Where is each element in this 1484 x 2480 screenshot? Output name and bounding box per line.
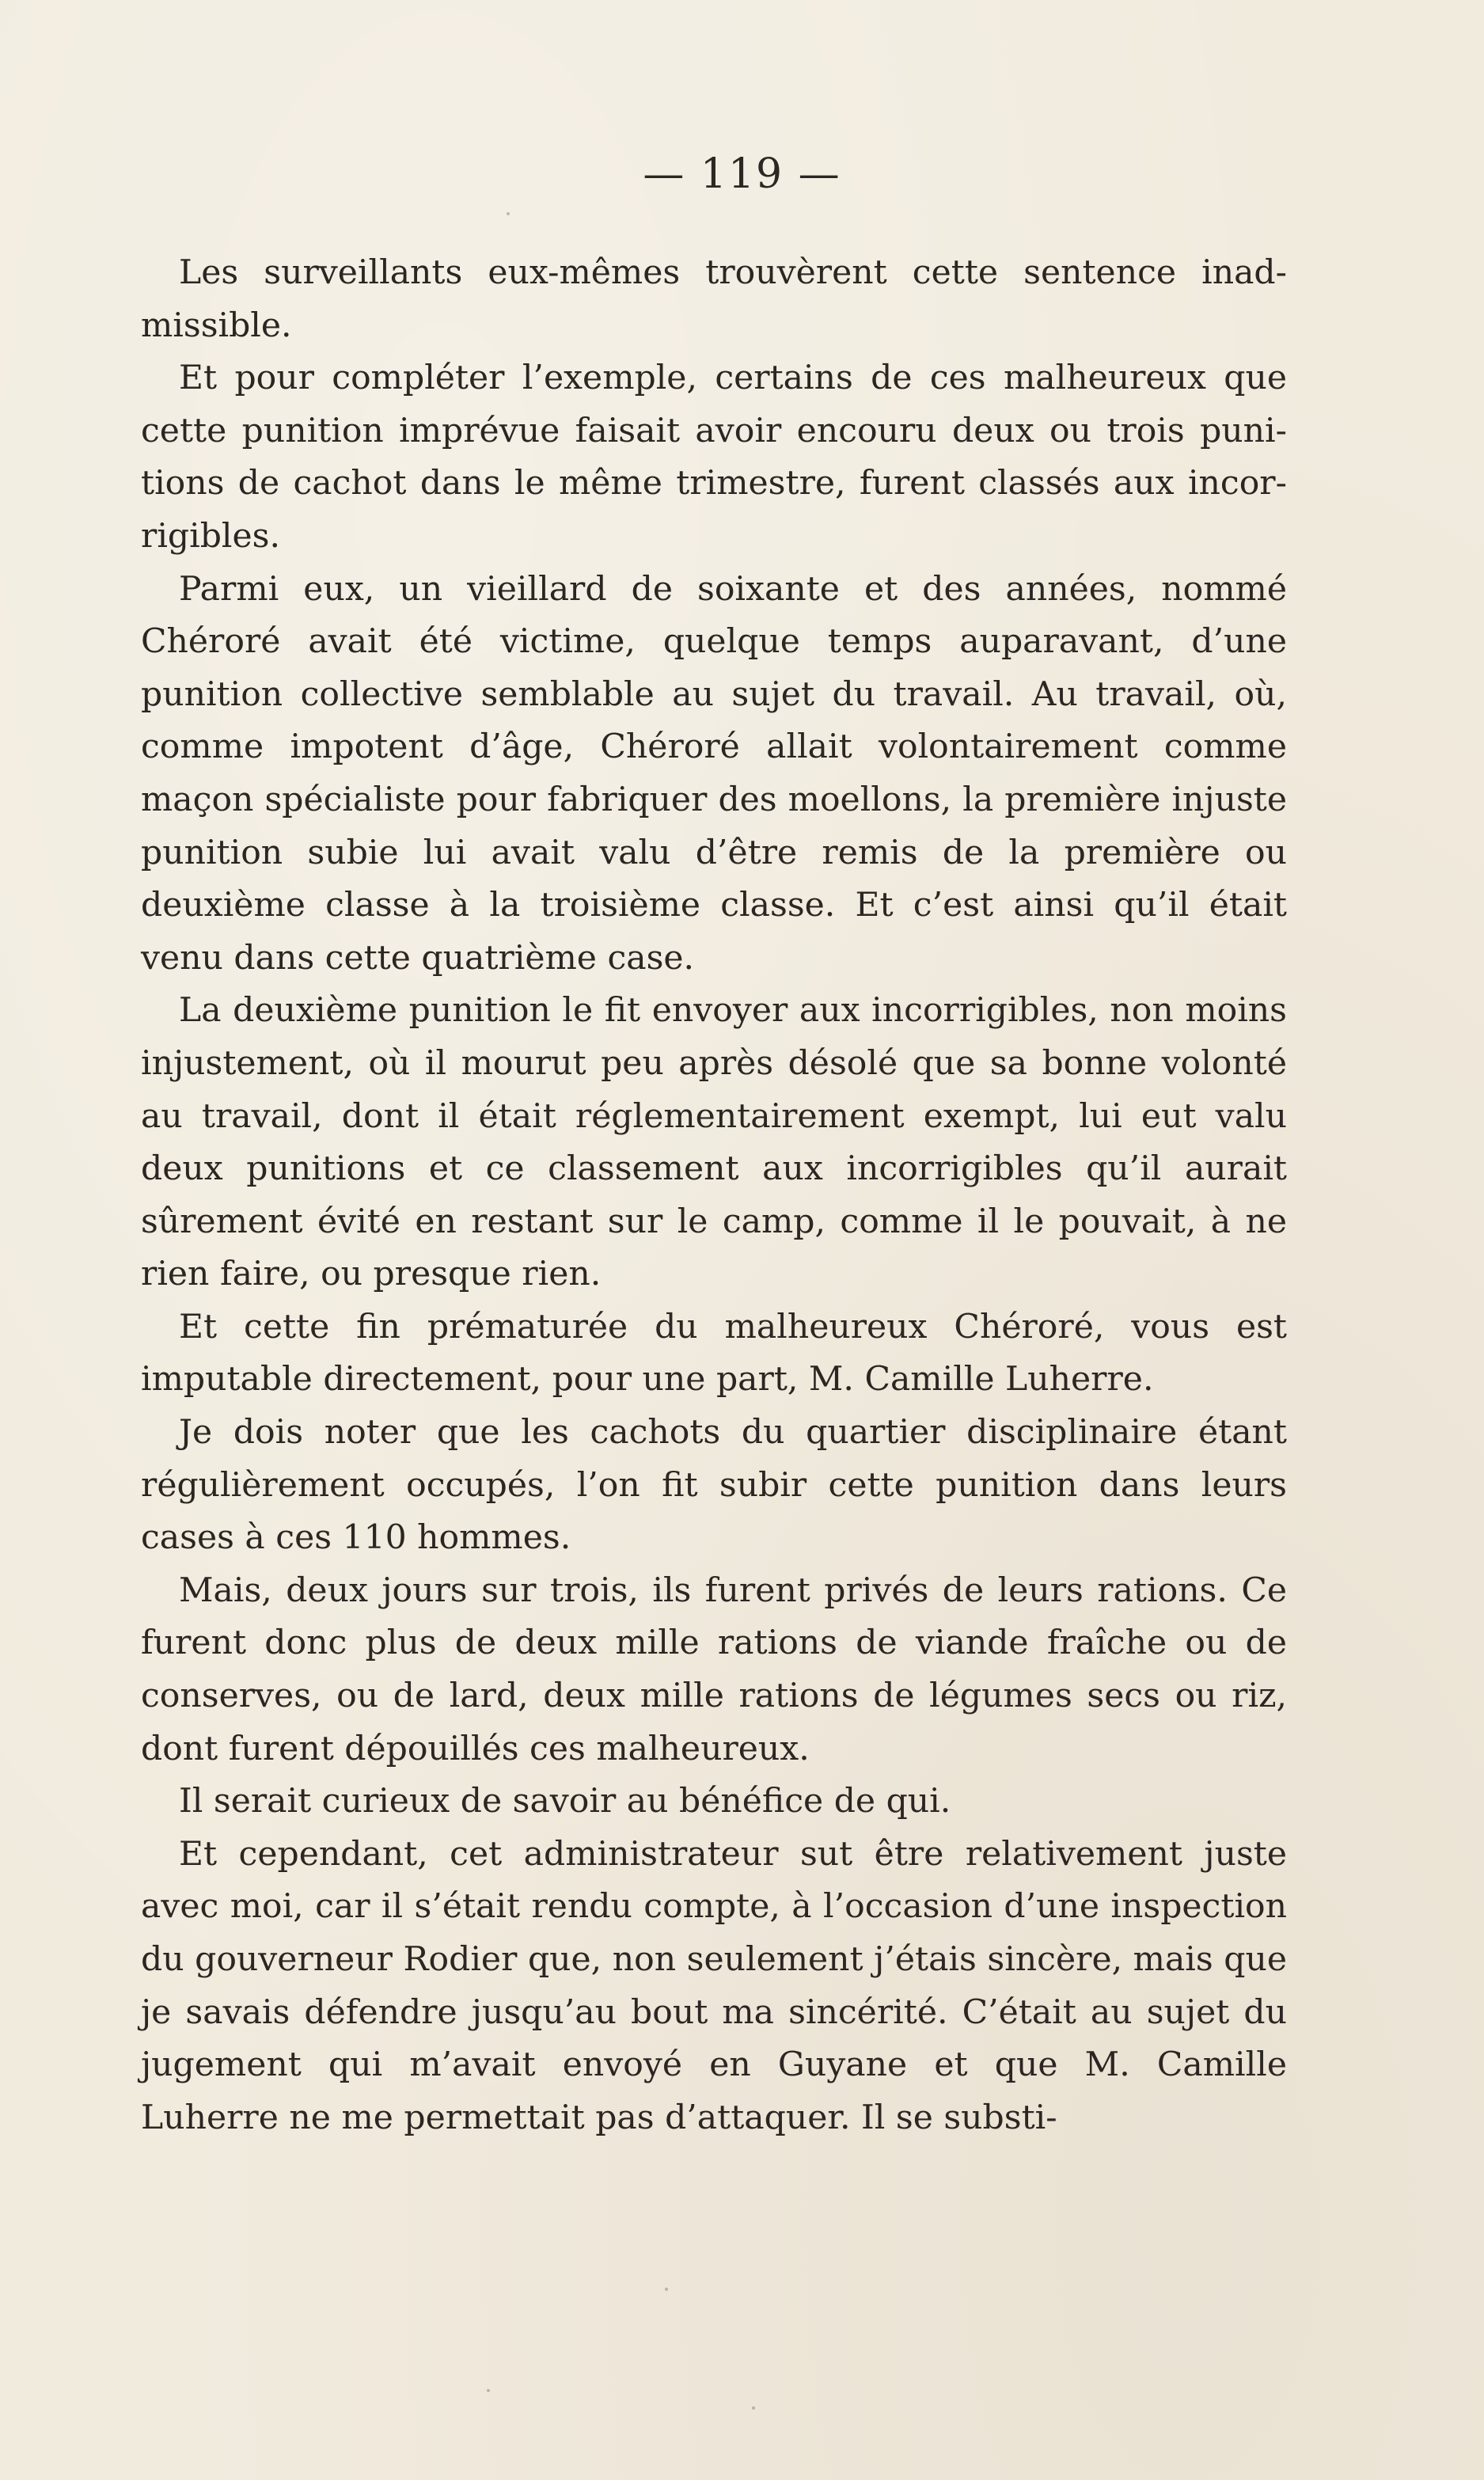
paragraph: Il serait curieux de savoir au bénéfice de qui. bbox=[179, 1782, 951, 1821]
paragraph: Parmi eux, un vieillard de soixante et des années, nommé Chéroré avait été victime, quelque temps auparavant, d’une punition collective semblable au sujet du travail. Au travail, où, comme impotent d’âge, Chéroré allait volontairement comme maçon spécialiste pour fabriquer des moellons, la première injuste punition subie lui avait valu d’être remis de la première ou deuxième classe à la troisième classe. Et c’est ainsi qu’il était venu dans cette quatrième case. bbox=[141, 569, 1287, 978]
page-number: — 119 — bbox=[643, 150, 841, 198]
paper-speck bbox=[752, 2406, 755, 2410]
paragraph: Et pour compléter l’exemple, certains de ces malheureux que cette punition imprévue faisait avoir encouru deux ou trois punitions de cachot dans le même trimestre, furent classés aux incorrigibles. bbox=[141, 359, 1287, 556]
paper-speck bbox=[507, 212, 510, 215]
paper-speck bbox=[665, 2288, 668, 2291]
paragraph: Et cette fin prématurée du malheureux Chéroré, vous est imputable directement, pour une part, M. Camille Luherre. bbox=[141, 1307, 1287, 1400]
paper-speck bbox=[487, 2389, 490, 2392]
paragraph: Mais, deux jours sur trois, ils furent privés de leurs rations. Ce furent donc plus de deux mille rations de viande fraîche ou de conserves, ou de lard, deux mille rations de légumes secs ou riz, dont furent dépouillés ces malheureux. bbox=[141, 1570, 1287, 1768]
paragraph: Les surveillants eux-mêmes trouvèrent cette sentence inadmissible. bbox=[141, 253, 1287, 345]
paragraph-last: Et cependant, cet administrateur sut être relativement juste avec moi, car il s’était rendu compte, à l’occasion d’une inspection du gouverneur Rodier que, non seulement j’étais sincère, mais que je savais défendre jusqu’au bout ma sincérité. C’était au sujet du jugement qui m’avait envoyé en Guyane et que M. Camille Luherre ne me permettait pas d’attaquer. Il se substi- bbox=[141, 1834, 1287, 2137]
page-body bbox=[141, 247, 1287, 2144]
paragraph: Je dois noter que les cachots du quartier disciplinaire étant régulièrement occupés, l’on fit subir cette punition dans leurs cases à ces 110 hommes. bbox=[141, 1413, 1287, 1558]
paragraph: La deuxième punition le fit envoyer aux incorrigibles, non moins injustement, où il mourut peu après désolé que sa bonne volonté au travail, dont il était réglementairement exempt, lui eut valu deux punitions et ce classement aux incorrigibles qu’il aurait sûrement évité en restant sur le camp, comme il le pouvait, à ne rien faire, ou presque rien. bbox=[141, 991, 1287, 1294]
